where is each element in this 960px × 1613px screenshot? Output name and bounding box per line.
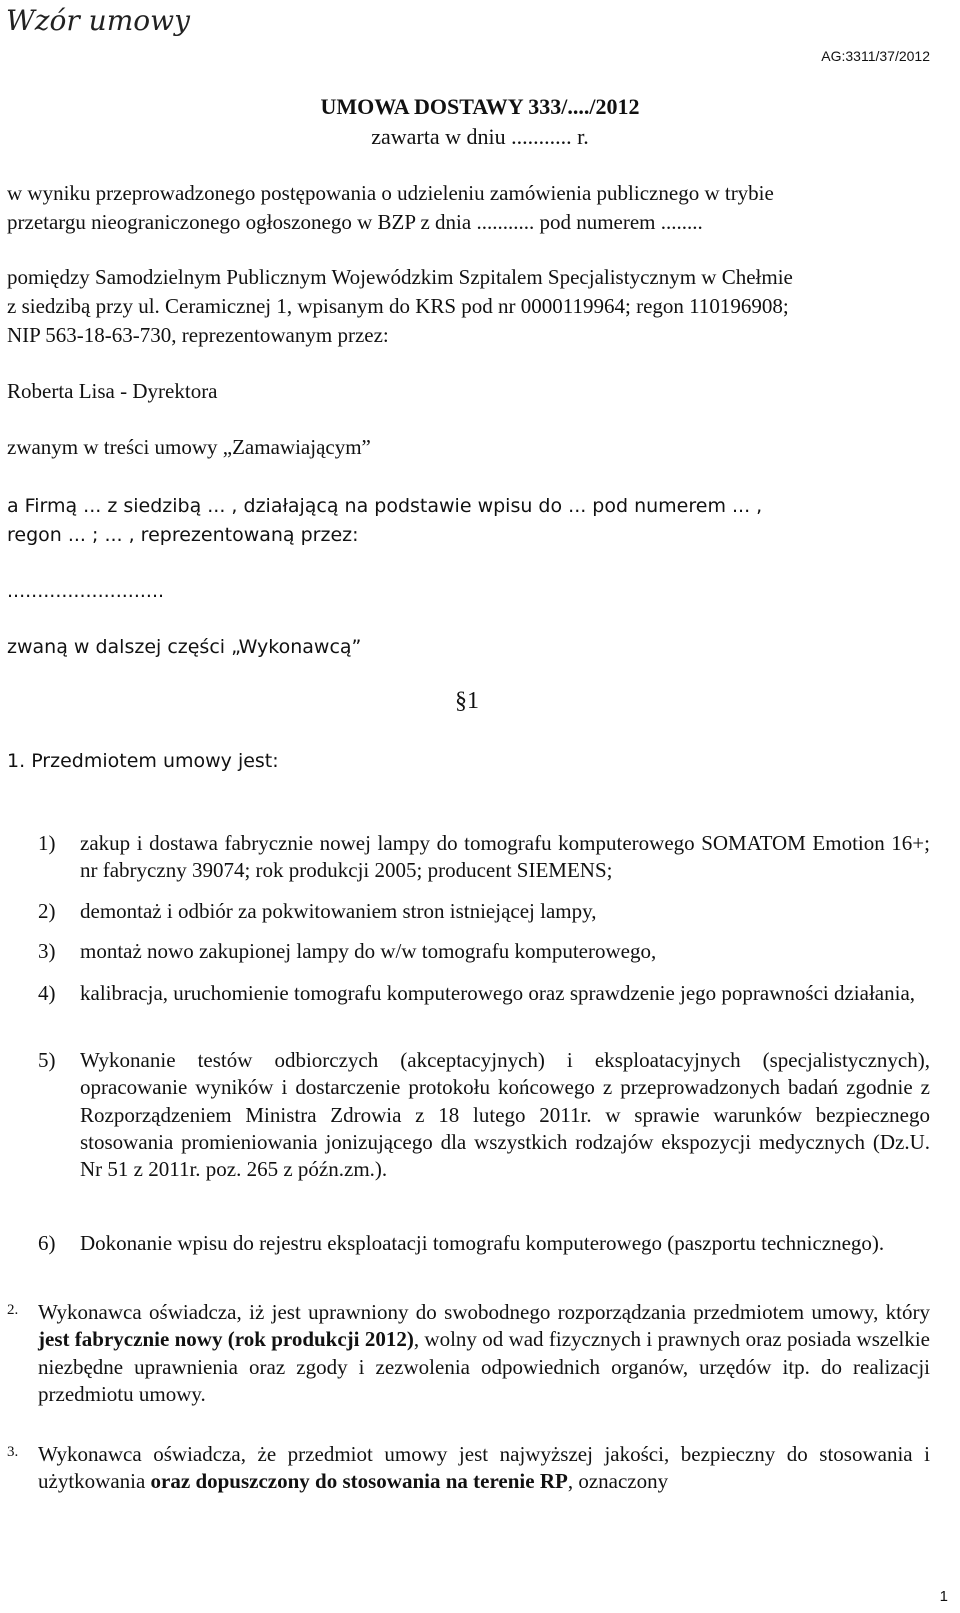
wykonawca-line: zwaną w dalszej części „Wykonawcą” bbox=[7, 636, 362, 658]
point-3-emphasis: oraz dopuszczony do stosowania na terenie RP bbox=[150, 1469, 568, 1494]
section-heading: §1 bbox=[455, 688, 479, 714]
list-item: demontaż i odbiór za pokwitowaniem stron istniejącej lampy, bbox=[80, 899, 597, 923]
document-title: UMOWA DOSTAWY 333/..../2012 bbox=[320, 94, 640, 119]
point-2-text-c: , wolny od wad fizycznych i prawnych oraz posiada wszelkie niezbędne uprawnienia oraz zgody i zezwolenia odpowiednich organów, urzędów itp. do realizacji przedmiotu umowy. bbox=[38, 1327, 931, 1406]
list-item: zakup i dostawa fabrycznie nowej lampy do tomografu komputerowego SOMATOM Emotion 16+; nr fabryczny 39074; rok produkcji 2005; producent SIEMENS; bbox=[80, 831, 930, 883]
firm-representative-dots: .......................... bbox=[7, 580, 165, 602]
point-1-text: Przedmiotem umowy jest: bbox=[31, 750, 279, 772]
list-item: montaż nowo zakupionej lampy do w/w tomografu komputerowego, bbox=[80, 939, 657, 963]
list-item-number: 2) bbox=[38, 899, 56, 923]
point-2-emphasis: jest fabrycznie nowy (rok produkcji 2012) bbox=[38, 1327, 414, 1352]
intro-line-2: przetargu nieograniczonego ogłoszonego w BZP z dnia ........... pod numerem ........ bbox=[7, 210, 703, 234]
list-item-number: 5) bbox=[38, 1048, 56, 1072]
representative: Roberta Lisa - Dyrektora bbox=[7, 379, 218, 403]
list-item: Wykonanie testów odbiorczych (akceptacyjnych) i eksploatacyjnych (specjalistycznych), opracowanie wyników i dostarczenie protokołu końcowego z przeprowadzonych badań zgodnie z Rozporządzeniem Ministra Zdrowia z 18 lutego 2011r. w sprawie warunków bezpiecznego stosowania promieniowania jonizującego dla wszystkich rodzajów ekspozycji medycznych (Dz.U. Nr 51 z 2011r. poz. 265 z późn.zm.). bbox=[80, 1048, 930, 1182]
point-3-number: 3. bbox=[7, 1444, 19, 1460]
list-item: Dokonanie wpisu do rejestru eksploatacji tomografu komputerowego (paszportu technicznego). bbox=[80, 1231, 885, 1255]
parties-line-1: pomiędzy Samodzielnym Publicznym Wojewódzkim Szpitalem Specjalistycznym w Chełmie bbox=[7, 265, 793, 289]
point-3-text bbox=[38, 1441, 930, 1496]
point-2-text bbox=[38, 1299, 930, 1408]
firm-line-1: a Firmą ... z siedzibą ... , działającą na podstawie wpisu do ... pod numerem ... , bbox=[7, 495, 763, 517]
list-item-number: 6) bbox=[38, 1231, 56, 1255]
list-item-number: 1) bbox=[38, 831, 56, 855]
point-2-number: 2. bbox=[7, 1302, 19, 1318]
document-date: zawarta w dniu ........... r. bbox=[371, 124, 589, 149]
point-1-number: 1. bbox=[7, 750, 26, 772]
list-item-number: 4) bbox=[38, 981, 56, 1005]
firm-line-2: regon ... ; ... , reprezentowaną przez: bbox=[7, 524, 359, 546]
page-number: 1 bbox=[939, 1588, 948, 1605]
header-title: Wzór umowy bbox=[6, 4, 190, 37]
point-3-text-c: , oznaczony bbox=[567, 1469, 669, 1494]
zamawiajacy-line: zwanym w treści umowy „Zamawiającym” bbox=[7, 435, 371, 459]
list-item: kalibracja, uruchomienie tomografu komputerowego oraz sprawdzenie jego poprawności działania, bbox=[80, 981, 916, 1005]
point-3-text-a: Wykonawca oświadcza, że przedmiot umowy jest najwyższej jakości, bezpieczny do stosowania i użytkowania bbox=[38, 1442, 930, 1494]
reference-number: AG:3311/37/2012 bbox=[821, 48, 930, 64]
point-2-text-a: Wykonawca oświadcza, iż jest uprawniony do swobodnego rozporządzania przedmiotem umowy, który bbox=[38, 1300, 930, 1324]
parties-line-2: z siedzibą przy ul. Ceramicznej 1, wpisanym do KRS pod nr 0000119964; regon 110196908; bbox=[7, 294, 789, 318]
parties-line-3: NIP 563-18-63-730, reprezentowanym przez: bbox=[7, 323, 389, 347]
intro-line-1: w wyniku przeprowadzonego postępowania o udzieleniu zamówienia publicznego w trybie bbox=[7, 181, 774, 205]
list-item-number: 3) bbox=[38, 939, 56, 963]
point-1-heading bbox=[7, 747, 279, 776]
